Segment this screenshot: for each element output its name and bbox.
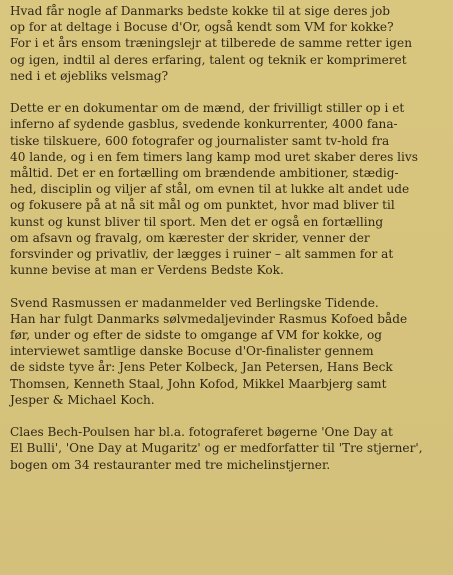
text-line: op for at deltage i Bocuse d'Or, også kendt som VM for kokke? [10,20,394,35]
text-line: Thomsen, Kenneth Staal, John Kofod, Mikkel Maarbjerg samt [10,376,387,391]
text-line: kunst og kunst bliver til sport. Men det er også en fortælling [10,214,384,229]
text-line: Dette er en dokumentar om de mænd, der frivilligt stiller op i et [10,101,405,116]
text-line: inferno af sydende gasblus, svedende konkurrenter, 4000 fana- [10,117,398,132]
text-line: hed, disciplin og viljer af stål, om evnen til at lukke alt andet ude [10,182,410,197]
text-line: 40 lande, og i en fem timers lang kamp mod uret skaber deres livs [10,149,418,164]
text-line: tiske tilskuere, 600 fotografer og journalister samt tv-hold fra [10,133,390,148]
text-line: Claes Bech-Poulsen har bl.a. fotograferet bøgerne 'One Day at [10,425,393,440]
text-line: bogen om 34 restauranter med tre michelinstjerner. [10,457,331,472]
text-line: El Bulli', 'One Day at Mugaritz' og er medforfatter til 'Tre stjerner', [10,441,423,456]
paragraph-photographer-bio [10,424,448,473]
text-line: om afsavn og fravalg, om kærester der skrider, venner der [10,230,370,245]
text-line: måltid. Det er en fortælling om brændende ambitioner, stædig- [10,166,399,181]
text-line: før, under og efter de sidste to omgange af VM for kokke, og [10,328,382,343]
text-line: og fokusere på at nå sit mål og om punktet, hvor mad bliver til [10,198,395,213]
text-line: de sidste tyve år: Jens Peter Kolbeck, Jan Petersen, Hans Beck [10,360,393,375]
text-line: forsvinder og privatliv, der lægges i ruiner – alt sammen for at [10,247,394,262]
text-line: Svend Rasmussen er madanmelder ved Berlingske Tidende. [10,295,379,310]
paragraph-intro-question [10,3,448,84]
text-line: Han har fulgt Danmarks sølvmedaljevinder Rasmus Kofoed både [10,311,408,326]
text-line: og igen, indtil al deres erfaring, talent og teknik er komprimeret [10,52,407,67]
text-line: For i et års ensom træningslejr at tilberede de samme retter igen [10,36,412,51]
text-line: interviewet samtlige danske Bocuse d'Or-finalister gennem [10,344,374,359]
paragraph-author-bio [10,295,448,408]
text-line: ned i et øjebliks velsmag? [10,68,169,83]
text-line: Jesper & Michael Koch. [10,392,155,407]
back-cover-text [10,3,448,489]
text-line: kunne bevise at man er Verdens Bedste Kok. [10,263,284,278]
paragraph-documentary [10,100,448,278]
text-line: Hvad får nogle af Danmarks bedste kokke til at sige deres job [10,4,391,18]
